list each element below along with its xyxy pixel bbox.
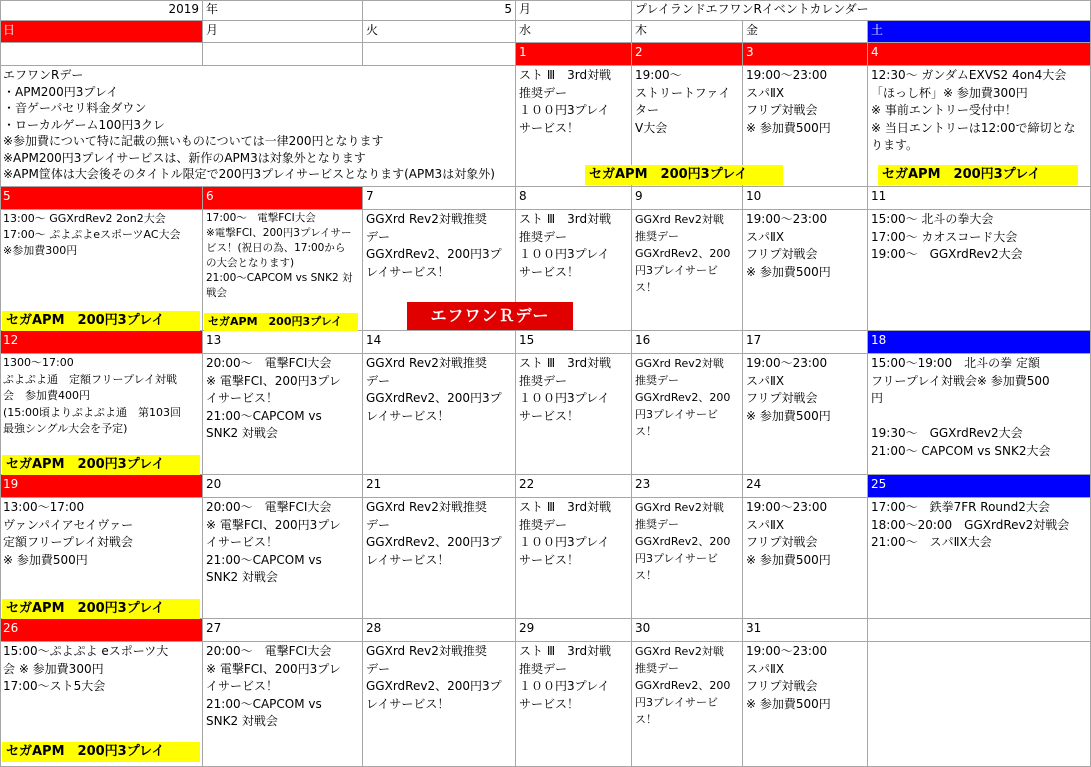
sega-apm-badge: セガAPM 200円3プレイ <box>2 599 200 619</box>
event-30: GGXrd Rev2対戦 推奨デー GGXrdRev2、200 円3プレイサービ ス！ <box>632 642 743 767</box>
date-10: 10 <box>743 187 868 210</box>
date-28: 28 <box>363 619 516 642</box>
sega-apm-badge: セガAPM 200円3プレイ <box>204 313 358 331</box>
event-14: GGXrd Rev2対戦推奨 デー GGXrdRev2、200円3プ レイサービス！ <box>363 354 516 475</box>
event-21: GGXrd Rev2対戦推奨 デー GGXrdRev2、200円3プ レイサービス！ <box>363 498 516 619</box>
event-23: GGXrd Rev2対戦 推奨デー GGXrdRev2、200 円3プレイサービ ス！ <box>632 498 743 619</box>
event-5: 13:00～ GGXrdRev2 2on2大会 17:00～ ぷよぷよeスポーツAC大会 ※参加費300円 <box>0 210 203 331</box>
date-31: 31 <box>743 619 868 642</box>
date-23: 23 <box>632 475 743 498</box>
date-2: 2 <box>632 43 743 66</box>
date-14: 14 <box>363 331 516 354</box>
weekday-sat: 土 <box>868 21 1091 43</box>
event-8: スト Ⅲ 3rd対戦 推奨デー １００円3プレイ サービス！ <box>516 210 632 331</box>
event-9: GGXrd Rev2対戦 推奨デー GGXrdRev2、200 円3プレイサービ ス！ <box>632 210 743 331</box>
event-10: 19:00～23:00 スパⅡX フリプ対戦会 ※ 参加費500円 <box>743 210 868 331</box>
date-4: 4 <box>868 43 1091 66</box>
date-16: 16 <box>632 331 743 354</box>
weekday-thu: 木 <box>632 21 743 43</box>
event-11: 15:00～ 北斗の拳大会 17:00～ カオスコード大会 19:00～ GGXrdRev2大会 <box>868 210 1091 331</box>
date-27: 27 <box>203 619 363 642</box>
f1r-day-banner: エフワンＲデー <box>407 302 573 330</box>
empty-date-cell <box>363 43 516 66</box>
weekday-sun: 日 <box>0 21 203 43</box>
date-11: 11 <box>868 187 1091 210</box>
empty-date-cell <box>203 43 363 66</box>
date-24: 24 <box>743 475 868 498</box>
event-18: 15:00～19:00 北斗の拳 定額 フリープレイ対戦会※ 参加費500 円 19:30～ GGXrdRev2大会 21:00～ CAPCOM vs SNK2大会 <box>868 354 1091 475</box>
empty-date-cell <box>0 43 203 66</box>
sega-apm-badge: セガAPM 200円3プレイ <box>878 165 1078 185</box>
event-29: スト Ⅲ 3rd対戦 推奨デー １００円3プレイ サービス！ <box>516 642 632 767</box>
month-unit-cell: 月 <box>516 0 632 21</box>
weekday-mon: 月 <box>203 21 363 43</box>
event-25: 17:00～ 鉄拳7FR Round2大会 18:00～20:00 GGXrdRev2対戦会 21:00～ スパⅡX大会 <box>868 498 1091 619</box>
date-8: 8 <box>516 187 632 210</box>
empty-date-cell <box>868 619 1091 642</box>
notes-cell: エフワンRデー ・APM200円3プレイ ・音ゲーパセリ料金ダウン ・ローカルゲーム100円3クレ ※参加費について特に記載の無いものについては一律200円となります ※APM200円3プレイサービスは、新作のAPM3は対象外となります ※APM筐体は大会後そのタイトル限定で200円3プレイサービスとなります(APM3は対象外) <box>0 66 516 187</box>
date-6: 6 <box>203 187 363 210</box>
sega-apm-badge: セガAPM 200円3プレイ <box>2 455 200 475</box>
date-17: 17 <box>743 331 868 354</box>
sega-apm-badge: セガAPM 200円3プレイ <box>585 165 783 185</box>
event-2: 19:00～ ストリートファイター Ⅴ大会 <box>632 66 743 187</box>
event-1: スト Ⅲ 3rd対戦 推奨デー １００円3プレイ サービス！ <box>516 66 632 187</box>
event-20: 20:00～ 電撃FCI大会 ※ 電撃FCI、200円3プレ イサービス！ 21:00～CAPCOM vs SNK2 対戦会 <box>203 498 363 619</box>
event-19: 13:00～17:00 ヴァンパイアセイヴァー 定額フリープレイ対戦会 ※ 参加費500円 <box>0 498 203 619</box>
event-28: GGXrd Rev2対戦推奨 デー GGXrdRev2、200円3プ レイサービス！ <box>363 642 516 767</box>
event-24: 19:00～23:00 スパⅡX フリプ対戦会 ※ 参加費500円 <box>743 498 868 619</box>
weekday-tue: 火 <box>363 21 516 43</box>
empty-event-cell <box>868 642 1091 767</box>
date-26: 26 <box>0 619 203 642</box>
event-4: 12:30～ ガンダムEXVS2 4on4大会「ほっし杯」※ 参加費300円 ※ 事前エントリー受付中！ ※ 当日エントリーは12:00で締切となります。 <box>868 66 1091 187</box>
sega-apm-badge: セガAPM 200円3プレイ <box>2 742 200 762</box>
date-25: 25 <box>868 475 1091 498</box>
date-20: 20 <box>203 475 363 498</box>
event-6: 17:00～ 電撃FCI大会 ※電撃FCI、200円3プレイサー ビス！(祝日の為、17:00から の大会となります) 21:00～CAPCOM vs SNK2 対 戦会 <box>203 210 363 331</box>
date-22: 22 <box>516 475 632 498</box>
event-27: 20:00～ 電撃FCI大会 ※ 電撃FCI、200円3プレ イサービス！ 21:00～CAPCOM vs SNK2 対戦会 <box>203 642 363 767</box>
date-3: 3 <box>743 43 868 66</box>
date-1: 1 <box>516 43 632 66</box>
event-12: 1300～17:00 ぷよぷよ通 定額フリープレイ対戦 会 参加費400円 (15:00頃よりぷよぷよ通 第103回 最強シングル大会を予定) <box>0 354 203 475</box>
event-26: 15:00～ぷよぷよ eスポーツ大 会 ※ 参加費300円 17:00～スト5大会 <box>0 642 203 767</box>
date-29: 29 <box>516 619 632 642</box>
event-16: GGXrd Rev2対戦 推奨デー GGXrdRev2、200 円3プレイサービ ス！ <box>632 354 743 475</box>
date-15: 15 <box>516 331 632 354</box>
date-19: 19 <box>0 475 203 498</box>
event-17: 19:00～23:00 スパⅡX フリプ対戦会 ※ 参加費500円 <box>743 354 868 475</box>
date-5: 5 <box>0 187 203 210</box>
date-13: 13 <box>203 331 363 354</box>
weekday-wed: 水 <box>516 21 632 43</box>
event-22: スト Ⅲ 3rd対戦 推奨デー １００円3プレイ サービス！ <box>516 498 632 619</box>
sega-apm-badge: セガAPM 200円3プレイ <box>2 311 200 331</box>
month-cell: 5 <box>363 0 516 21</box>
year-unit-cell: 年 <box>203 0 363 21</box>
date-7: 7 <box>363 187 516 210</box>
date-18: 18 <box>868 331 1091 354</box>
date-9: 9 <box>632 187 743 210</box>
event-3: 19:00～23:00 スパⅡX フリプ対戦会 ※ 参加費500円 <box>743 66 868 187</box>
year-cell: 2019 <box>0 0 203 21</box>
event-13: 20:00～ 電撃FCI大会 ※ 電撃FCI、200円3プレ イサービス！ 21:00～CAPCOM vs SNK2 対戦会 <box>203 354 363 475</box>
weekday-fri: 金 <box>743 21 868 43</box>
event-7: GGXrd Rev2対戦推奨 デー GGXrdRev2、200円3プ レイサービス！ <box>363 210 516 331</box>
event-31: 19:00～23:00 スパⅡX フリプ対戦会 ※ 参加費500円 <box>743 642 868 767</box>
date-30: 30 <box>632 619 743 642</box>
calendar-title: プレイランドエフワンRイベントカレンダー <box>632 0 1091 21</box>
date-12: 12 <box>0 331 203 354</box>
date-21: 21 <box>363 475 516 498</box>
event-15: スト Ⅲ 3rd対戦 推奨デー １００円3プレイ サービス！ <box>516 354 632 475</box>
